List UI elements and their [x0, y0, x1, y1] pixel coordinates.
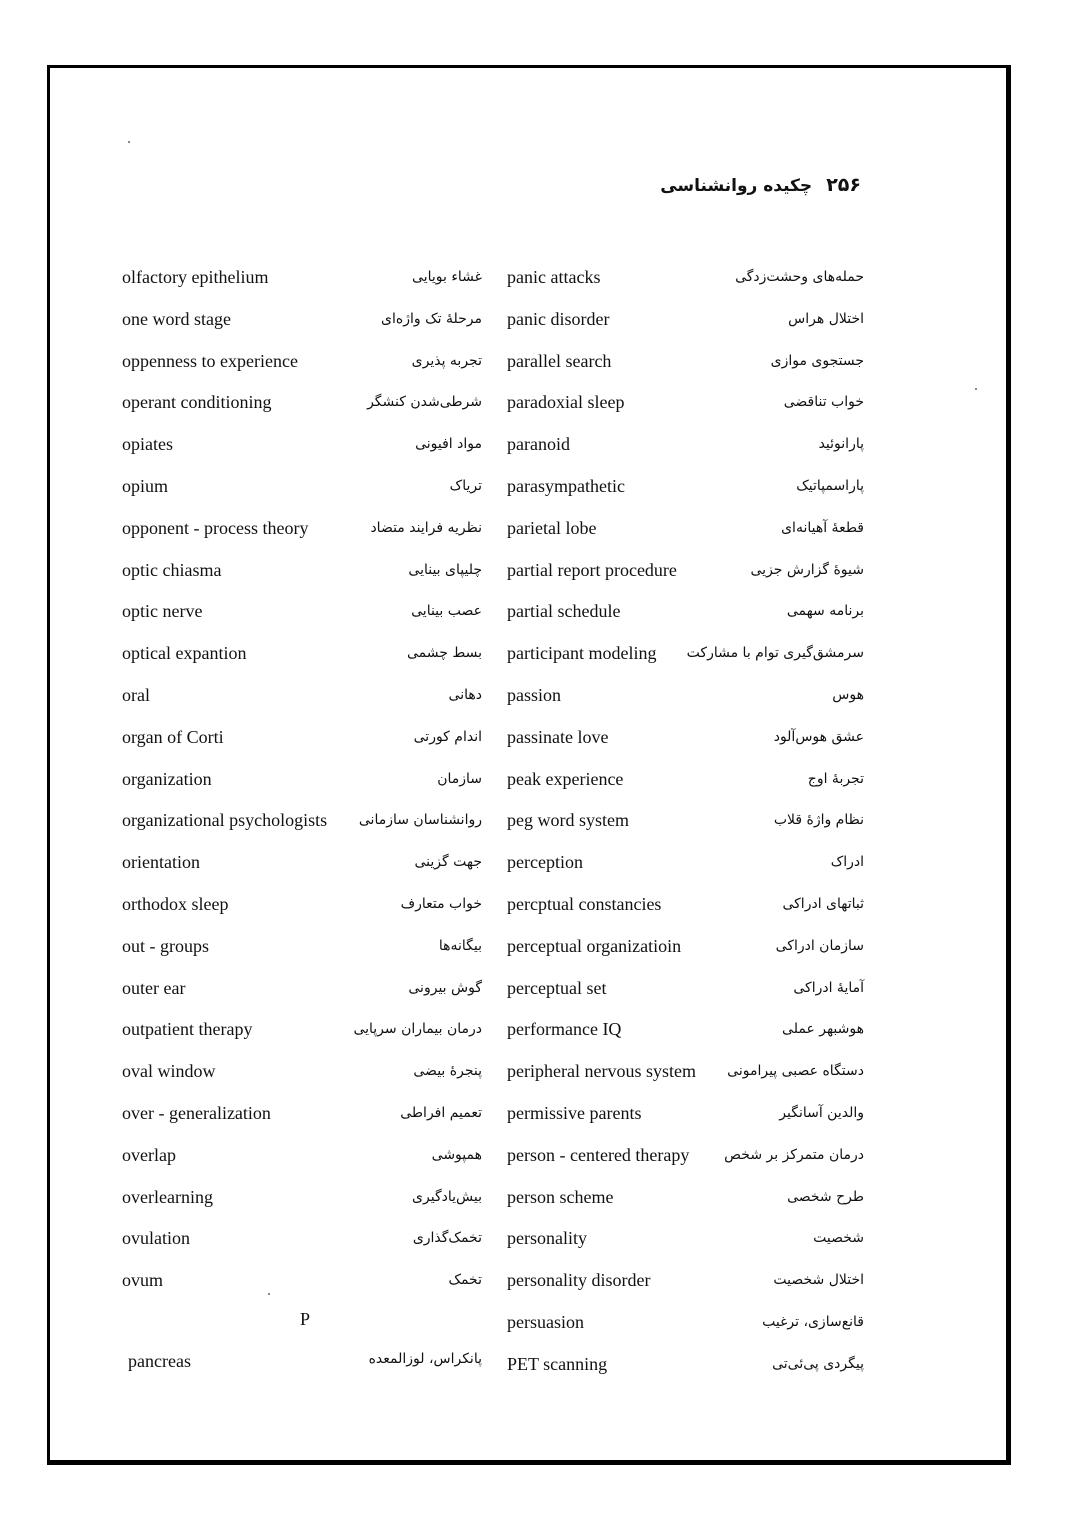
term-english: overlearning	[122, 1186, 213, 1207]
term-english: participant modeling	[507, 643, 657, 664]
glossary-entry	[507, 682, 864, 724]
term-persian: برنامه سهمی	[786, 603, 864, 620]
page-number: ۲۵۶	[826, 174, 861, 196]
glossary-entry	[122, 640, 482, 682]
term-persian: بیگانه‌ها	[438, 937, 482, 954]
glossary-entry	[507, 766, 864, 808]
term-english: oral	[122, 684, 150, 705]
glossary-entry	[507, 1351, 864, 1393]
term-persian: هوس	[832, 686, 864, 703]
glossary-entry	[507, 1058, 864, 1100]
term-persian: غشاء بویایی	[412, 269, 482, 285]
glossary-entry	[122, 1225, 482, 1267]
term-english: opium	[122, 475, 169, 496]
glossary-entry	[122, 849, 482, 891]
term-english: personality	[507, 1228, 587, 1249]
term-persian: جستجوی موازی	[770, 352, 864, 369]
term-english: person scheme	[507, 1186, 614, 1207]
term-persian: گوش بیرونی	[408, 979, 482, 996]
term-english: oppenness to experience	[122, 350, 298, 371]
term-english: organization	[122, 768, 212, 789]
glossary-entry	[122, 1267, 482, 1309]
term-persian: خواب متعارف	[400, 895, 482, 912]
term-persian: سازمان ادراکی	[775, 937, 864, 954]
glossary-entry	[122, 306, 482, 348]
term-english: permissive parents	[507, 1102, 642, 1123]
glossary-entry	[507, 975, 864, 1017]
term-persian: تخمک	[448, 1272, 482, 1289]
term-persian: تعمیم افراطی	[400, 1104, 482, 1121]
term-english: PET scanning	[507, 1353, 608, 1374]
glossary-entry	[507, 849, 864, 891]
term-english: out - groups	[122, 935, 209, 956]
term-persian: سازمان	[437, 770, 482, 787]
term-persian: جهت گزینی	[414, 854, 482, 871]
term-english: organ of Corti	[122, 726, 224, 747]
term-english: peripheral nervous system	[507, 1061, 696, 1082]
glossary-entry	[122, 975, 482, 1017]
term-english: over - generalization	[122, 1102, 271, 1123]
term-english: olfactory epithelium	[122, 267, 269, 287]
term-english: ovulation	[122, 1228, 190, 1249]
glossary-entry	[122, 1016, 482, 1058]
term-persian: قطعهٔ آهیانه‌ای	[781, 519, 864, 536]
term-persian: شخصیت	[813, 1230, 864, 1247]
glossary-entry	[507, 807, 864, 849]
term-english: performance IQ	[507, 1019, 622, 1040]
term-english: opponent - process theory	[122, 517, 309, 538]
term-english: passion	[507, 684, 561, 705]
term-english: parietal lobe	[507, 517, 597, 538]
glossary-entry	[122, 598, 482, 640]
glossary-entry	[507, 473, 864, 515]
glossary-entry	[507, 264, 864, 306]
term-english: one word stage	[122, 308, 231, 329]
glossary-entry	[122, 389, 482, 431]
glossary-entry	[507, 1184, 864, 1226]
term-persian: تجربه پذیری	[411, 352, 482, 369]
term-english: personality disorder	[507, 1270, 651, 1291]
term-persian: تریاک	[449, 477, 482, 494]
term-persian: پارانوئید	[818, 436, 864, 453]
term-english: passinate love	[507, 726, 609, 747]
book-title: چکیده روانشناسی	[660, 176, 813, 196]
term-persian: دهانی	[448, 686, 482, 703]
term-english: perception	[507, 852, 583, 873]
term-english: optic chiasma	[122, 559, 222, 580]
term-english: parallel search	[507, 350, 612, 371]
term-english: parasympathetic	[507, 475, 625, 496]
glossary-entry	[122, 431, 482, 473]
glossary-entry	[122, 515, 482, 557]
term-english: orthodox sleep	[122, 893, 229, 914]
term-persian: دستگاه عصبی پیرامونی	[727, 1063, 864, 1080]
term-english: pancreas	[128, 1351, 191, 1371]
term-english: perceptual organizatioin	[507, 935, 682, 956]
term-persian: نظام واژهٔ قلاب	[773, 812, 864, 829]
glossary-entry	[122, 682, 482, 724]
glossary-column-left	[122, 264, 482, 1309]
page-header	[660, 174, 861, 196]
glossary-entry	[122, 264, 482, 306]
term-persian: شرطی‌شدن کنشگر	[367, 394, 482, 411]
glossary-entry	[507, 1309, 864, 1351]
glossary-entry	[507, 389, 864, 431]
term-english: peg word system	[507, 810, 629, 831]
term-persian: خواب تناقضی	[783, 394, 864, 411]
glossary-entry	[122, 766, 482, 808]
term-english: partial schedule	[507, 601, 621, 622]
term-persian: اندام کورتی	[413, 728, 482, 745]
term-persian: مرحلهٔ تک واژه‌ای	[381, 310, 482, 327]
term-english: person - centered therapy	[507, 1144, 690, 1165]
glossary-entry	[122, 1184, 482, 1226]
term-persian: چلیپای بینایی	[408, 561, 482, 578]
glossary-entry	[507, 891, 864, 933]
glossary-entry	[507, 1225, 864, 1267]
term-persian: والدین آسانگیر	[779, 1104, 864, 1121]
term-persian: مواد افیونی	[415, 436, 482, 453]
term-persian: عصب بینایی	[411, 603, 482, 620]
term-persian: بسط چشمی	[406, 645, 482, 662]
glossary-entry	[507, 348, 864, 390]
glossary-entry	[507, 1267, 864, 1309]
term-english: partial report procedure	[507, 559, 677, 580]
term-persian: تجربهٔ اوج	[807, 770, 864, 787]
glossary-entry	[128, 1351, 482, 1381]
glossary-entry	[122, 724, 482, 766]
term-persian: اختلال هراس	[788, 310, 864, 327]
term-english: ovum	[122, 1270, 164, 1291]
glossary-entry	[122, 473, 482, 515]
glossary-entry	[122, 348, 482, 390]
glossary-entry	[507, 1100, 864, 1142]
term-english: overlap	[122, 1144, 176, 1165]
section-letter: P	[300, 1309, 311, 1329]
glossary-entry	[122, 1058, 482, 1100]
term-persian: طرح شخصی	[787, 1188, 864, 1205]
term-english: persuasion	[507, 1311, 584, 1332]
term-persian: حمله‌های وحشت‌زدگی	[735, 269, 864, 285]
glossary-entry	[122, 557, 482, 599]
term-english: opiates	[122, 434, 173, 455]
glossary-entry	[507, 598, 864, 640]
term-english: outpatient therapy	[122, 1019, 253, 1040]
glossary-entry	[507, 431, 864, 473]
term-persian: پاراسمپاتیک	[796, 477, 864, 494]
term-persian: عشق هوس‌آلود	[773, 728, 864, 745]
term-english: oval window	[122, 1061, 216, 1082]
term-english: panic disorder	[507, 308, 610, 329]
term-english: panic attacks	[507, 267, 601, 287]
term-persian: روانشناسان سازمانی	[358, 812, 482, 829]
term-persian: پانکراس، لوزالمعده	[368, 1351, 482, 1367]
glossary-entry	[507, 1016, 864, 1058]
term-english: organizational psychologists	[122, 810, 328, 831]
glossary-column-right	[507, 264, 864, 1393]
term-english: optical expantion	[122, 643, 247, 664]
glossary-entry	[122, 1100, 482, 1142]
speck-mark	[128, 141, 130, 143]
glossary-entry	[122, 807, 482, 849]
term-persian: ادراک	[830, 854, 864, 871]
glossary-entry	[507, 724, 864, 766]
glossary-entry	[122, 1142, 482, 1184]
glossary-entry	[507, 515, 864, 557]
glossary-entry	[507, 306, 864, 348]
term-persian: آمایهٔ ادراکی	[793, 979, 864, 996]
term-english: orientation	[122, 852, 200, 873]
term-english: paranoid	[507, 434, 570, 455]
term-persian: تخمک‌گذاری	[412, 1230, 482, 1247]
speck-mark	[975, 388, 977, 390]
term-persian: قانع‌سازی، ترغیب	[762, 1313, 864, 1330]
term-persian: شیوهٔ گزارش جزیی	[750, 561, 864, 578]
term-persian: همپوشی	[431, 1146, 482, 1163]
glossary-entry	[507, 933, 864, 975]
glossary-entry	[507, 640, 864, 682]
term-persian: بیش‌یادگیری	[412, 1188, 482, 1205]
term-persian: پیگردی پی‌ئی‌تی	[772, 1355, 864, 1372]
term-english: optic nerve	[122, 601, 203, 622]
term-persian: سرمشق‌گیری توام با مشارکت	[686, 645, 864, 662]
term-english: peak experience	[507, 768, 624, 789]
term-persian: نظریه فرایند متضاد	[370, 519, 482, 536]
term-persian: درمان بیماران سرپایی	[353, 1021, 482, 1038]
term-persian: هوشبهر عملی	[782, 1021, 864, 1038]
term-english: outer ear	[122, 977, 186, 998]
glossary-entry	[507, 1142, 864, 1184]
glossary-entry	[122, 933, 482, 975]
term-persian: اختلال شخصیت	[773, 1272, 864, 1289]
glossary-entry	[507, 557, 864, 599]
term-english: operant conditioning	[122, 392, 272, 413]
term-persian: ثباتهای ادراکی	[782, 895, 864, 912]
term-persian: درمان متمرکز بر شخص	[724, 1146, 864, 1163]
term-english: paradoxial sleep	[507, 392, 625, 413]
term-persian: پنجرهٔ بیضی	[413, 1063, 482, 1080]
glossary-entry	[122, 891, 482, 933]
term-english: percptual constancies	[507, 893, 662, 914]
term-english: perceptual set	[507, 977, 607, 998]
